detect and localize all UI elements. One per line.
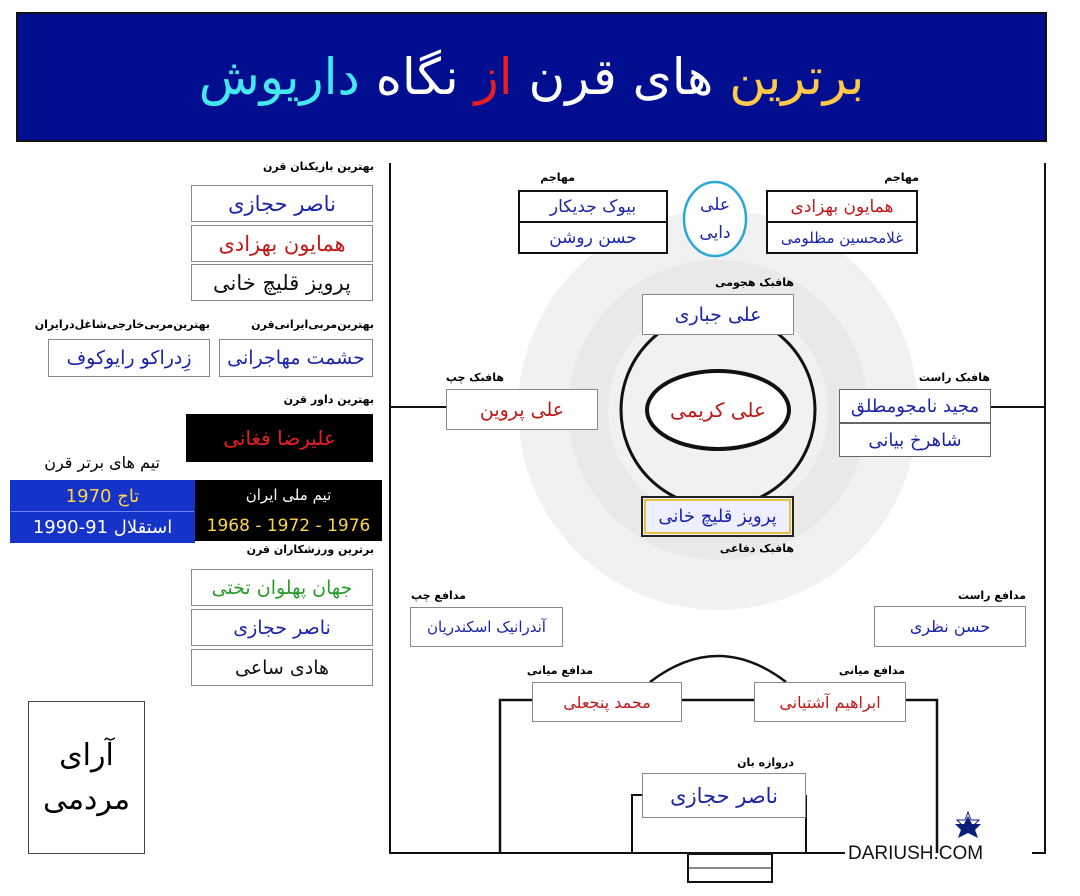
defensive-mid-caption: هافبک دفاعی	[719, 542, 794, 555]
athletes-caption: برترین ورزشکاران قرن	[246, 543, 374, 556]
right-mid-2: شاهرخ بیانی	[840, 422, 990, 456]
center-forward-line1: علی	[700, 195, 730, 215]
right-mids-box	[839, 389, 991, 457]
center-forward-line2: دایی	[699, 223, 731, 243]
title-part-best: برترین	[729, 48, 865, 106]
center-back-right-box: ابراهیم آشتیانی	[754, 682, 906, 722]
team-taj: تاج 1970	[65, 485, 140, 507]
attacking-mid-box: علی جباری	[642, 294, 794, 335]
best-player-2: همایون بهزادی	[191, 225, 373, 262]
right-mid-1: مجید نامجومطلق	[850, 395, 980, 417]
forward-right-2: غلامحسین مظلومی	[768, 221, 916, 252]
best-players-caption: بهترین بازیکنان قرن	[263, 160, 374, 173]
teams-caption: تیم های برتر قرن	[44, 453, 160, 472]
athlete-2: ناصر حجازی	[191, 609, 373, 646]
center-forward	[688, 188, 742, 250]
center-back-left-box: محمد پنجعلی	[532, 682, 682, 722]
athlete-1: جهان پهلوان تختی	[191, 569, 373, 606]
title-part-view: نگاه	[375, 48, 459, 106]
attacking-mid-caption: هافبک هجومی	[715, 276, 794, 289]
forward-left-2: حسن روشن	[520, 221, 666, 252]
goalkeeper-caption: دروازه بان	[737, 756, 794, 769]
defensive-mid-box: پرویز قلیچ خانی	[641, 496, 794, 537]
title-part-of-century: های قرن	[528, 48, 714, 106]
popular-vote-box: آرای مردمی	[28, 701, 145, 854]
left-back-box: آندرانیک اسکندریان	[410, 607, 563, 647]
iranian-coach-box: حشمت مهاجرانی	[219, 339, 373, 377]
best-player-1: ناصر حجازی	[191, 185, 373, 222]
right-back-caption: مدافع راست	[957, 589, 1026, 602]
referee-caption: بهترین داور قرن	[283, 393, 374, 406]
foreign-coach-box: زِدراکو رایوکوف	[48, 339, 210, 377]
iranian-coach-caption: بهترین‌مربی‌ایرانی‌قرن	[251, 318, 374, 331]
team-esteghlal: استقلال 91-1990	[11, 511, 194, 542]
star-logo	[955, 812, 981, 838]
forward-right-caption: مهاجم	[884, 171, 919, 184]
national-team-years: 1968 - 1972 - 1976	[206, 515, 371, 536]
penalty-arc	[650, 656, 786, 682]
center-player: علی کریمی	[670, 398, 766, 422]
goalkeeper-box: ناصر حجازی	[642, 773, 806, 818]
best-player-3: پرویز قلیچ خانی	[191, 264, 373, 301]
forward-left-caption: مهاجم	[540, 171, 575, 184]
left-back-caption: مدافع چپ	[410, 589, 466, 602]
brand-text[interactable]: DARIUSH.COM	[848, 843, 984, 864]
left-mid-box: علی پروین	[446, 389, 598, 430]
right-back-box: حسن نظری	[874, 606, 1026, 647]
forwards-left-box	[518, 190, 668, 254]
national-team-title: تیم ملی ایران	[245, 486, 332, 505]
foreign-coach-caption: بهترین‌مربی‌خارجی‌شاغل‌در‌ایران	[34, 318, 210, 331]
right-mid-caption: هافبک راست	[918, 371, 990, 384]
left-mid-caption: هافبک چپ	[445, 371, 504, 384]
forward-left-1: بیوک جدیکار	[549, 196, 637, 217]
forward-right-1: همایون بهزادی	[790, 196, 894, 217]
forwards-right-box	[766, 190, 918, 254]
athlete-3: هادی ساعی	[191, 649, 373, 686]
center-back-left-caption: مدافع میانی	[526, 664, 593, 677]
center-back-right-caption: مدافع میانی	[838, 664, 905, 677]
title-part-dariush: داریوش	[198, 48, 360, 106]
title-part-from: از	[474, 48, 513, 106]
referee-box: علیرضا فغانی	[186, 414, 373, 462]
